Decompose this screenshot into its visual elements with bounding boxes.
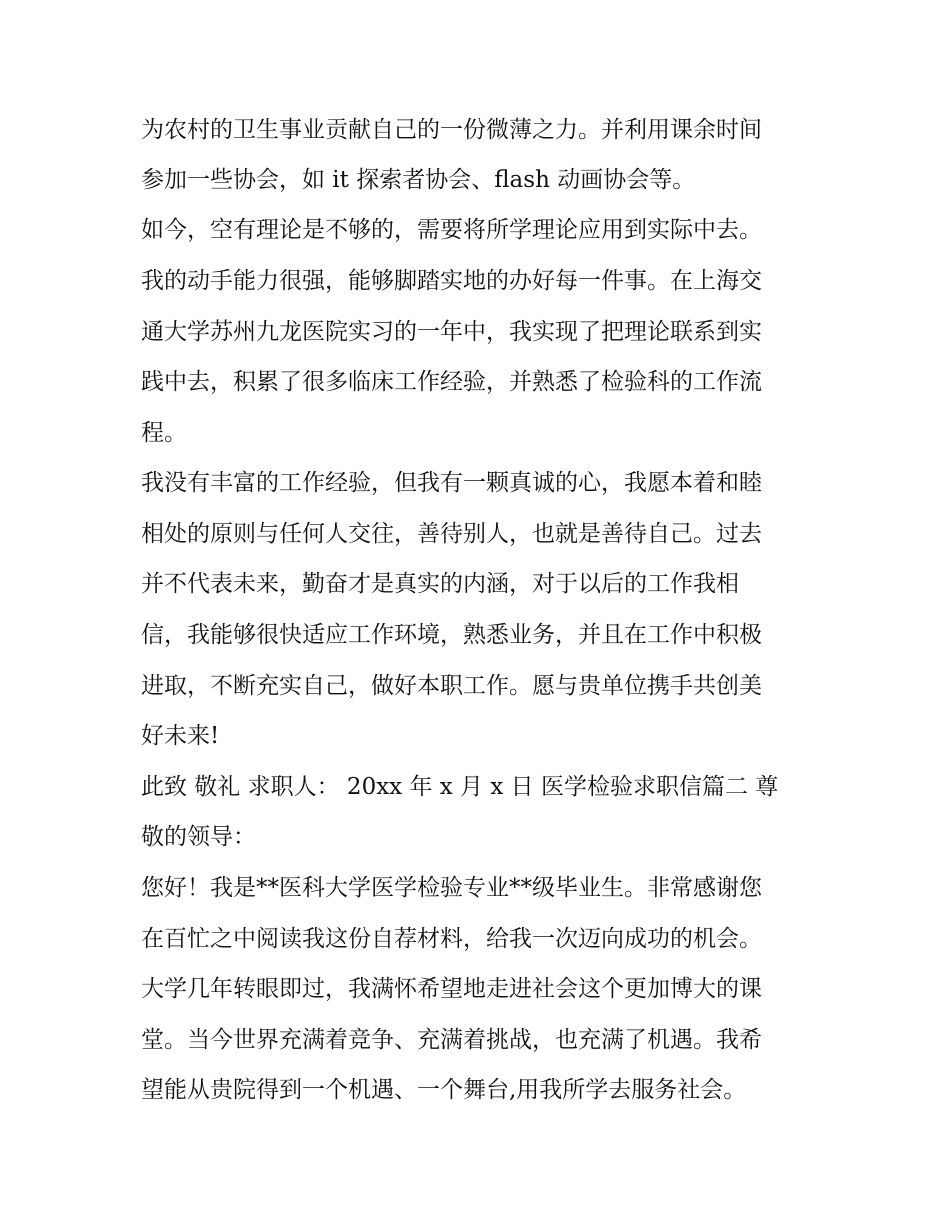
text-line: 好未来! <box>141 723 220 749</box>
text-line: 信，我能够很快适应工作环境，熟悉业务，并且在工作中积极 <box>141 622 762 648</box>
text-line: 此致 敬礼 求职人： 20xx 年 x 月 x 日 医学检验求职信篇二 尊 <box>141 774 779 800</box>
text-line: 践中去，积累了很多临床工作经验，并熟悉了检验科的工作流 <box>141 369 762 395</box>
text-line: 程。 <box>141 420 187 446</box>
text-line: 我没有丰富的工作经验，但我有一颗真诚的心，我愿本着和睦 <box>141 470 762 496</box>
text-line: 如今，空有理论是不够的，需要将所学理论应用到实际中去。 <box>141 217 762 243</box>
text-line: 您好！我是**医科大学医学检验专业**级毕业生。非常感谢您 <box>141 875 762 901</box>
text-line: 通大学苏州九龙医院实习的一年中，我实现了把理论联系到实 <box>141 319 762 345</box>
text-line: 相处的原则与任何人交往，善待别人，也就是善待自己。过去 <box>141 521 762 547</box>
text-line: 望能从贵院得到一个机遇、一个舞台,用我所学去服务社会。 <box>141 1077 747 1103</box>
text-line: 敬的领导： <box>141 824 256 850</box>
text-line: 并不代表未来，勤奋才是真实的内涵，对于以后的工作我相 <box>141 571 739 597</box>
text-line: 我的动手能力很强，能够脚踏实地的办好每一件事。在上海交 <box>141 268 762 294</box>
text-line: 进取，不断充实自己，做好本职工作。愿与贵单位携手共创美 <box>141 673 762 699</box>
text-line: 参加一些协会，如 it 探索者协会、flash 动画协会等。 <box>141 167 696 193</box>
text-line: 大学几年转眼即过，我满怀希望地走进社会这个更加博大的课 <box>141 976 762 1002</box>
text-line: 堂。当今世界充满着竞争、充满着挑战，也充满了机遇。我希 <box>141 1027 762 1053</box>
text-line: 为农村的卫生事业贡献自己的一份微薄之力。并利用课余时间 <box>141 117 762 143</box>
text-line: 在百忙之中阅读我这份自荐材料，给我一次迈向成功的机会。 <box>141 926 762 952</box>
